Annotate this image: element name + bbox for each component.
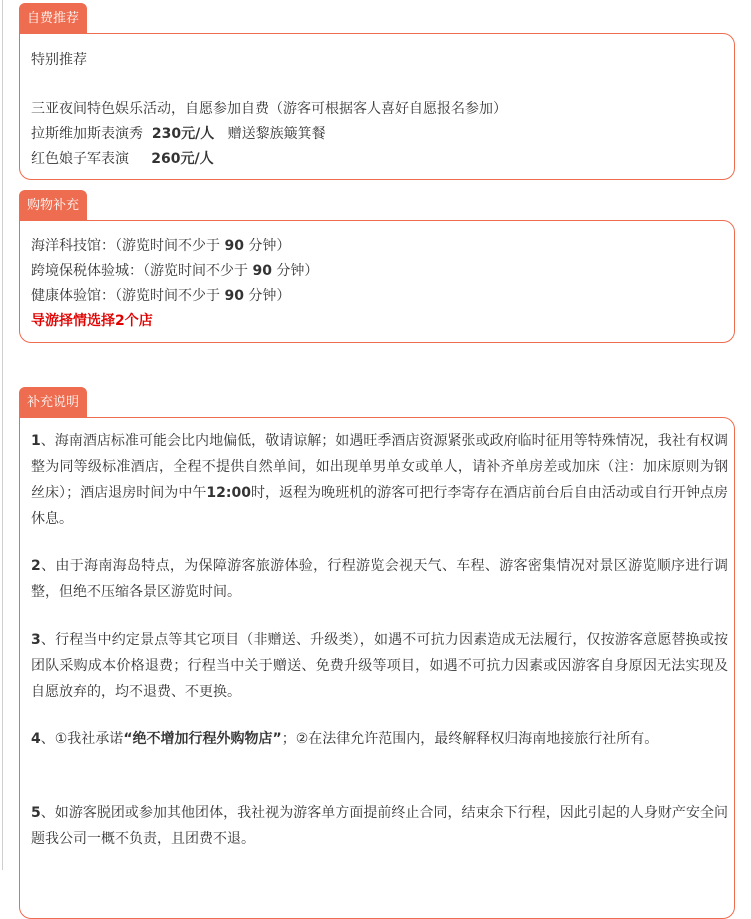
note-paragraph-4	[31, 726, 728, 752]
note-text: 、由于海南海岛特点，为保障游客旅游体验，行程游览会视天气、车程、游客密集情况对景区游览顺序进行调整，但绝不压缩各景区游览时间。	[31, 558, 728, 600]
shop-minutes: 90	[224, 238, 244, 254]
notes-tab: 补充说明	[19, 387, 87, 418]
shopping-box	[19, 220, 735, 343]
note-number: 2	[31, 558, 41, 574]
shop-duration-pre: （游览时间不少于	[115, 238, 225, 254]
shop-name: 跨境保税体验城：	[31, 263, 143, 279]
self-paid-box	[19, 33, 735, 180]
shop-duration-pre: （游览时间不少于	[115, 288, 225, 304]
show-price: 260元/人	[151, 151, 214, 167]
shop-duration-post: 分钟）	[243, 238, 291, 254]
shop-name: 健康体验馆：	[31, 288, 115, 304]
shop-duration-pre: （游览时间不少于	[143, 263, 253, 279]
note-text: 、行程当中约定景点等其它项目（非赠送、升级类），如遇不可抗力因素造成无法履行，仅按游客意愿替换或按团队采购成本价格退费；行程当中关于赠送、免费升级等项目，如遇不可抗力因素或因游客自身原因无法实现及自愿放弃的，均不退费、不更换。	[31, 632, 728, 700]
shop-minutes: 90	[252, 263, 272, 279]
show-item-las-vegas	[31, 125, 326, 143]
show-name: 拉斯维加斯表演秀	[31, 126, 143, 142]
note-paragraph-3	[31, 627, 728, 705]
note-paragraph-2	[31, 553, 728, 605]
notes-box	[19, 417, 735, 919]
note-text: 、如游客脱团或参加其他团体，我社视为游客单方面提前终止合同，结束余下行程，因此引起的人身财产安全问题我公司一概不负责，且团费不退。	[31, 805, 728, 847]
guide-note: 导游择情选择2个店	[31, 313, 153, 329]
note-number: 3	[31, 632, 41, 648]
left-border-line	[2, 0, 3, 870]
shop-item	[31, 262, 318, 280]
note-paragraph-1	[31, 428, 728, 532]
self-paid-section	[19, 3, 735, 181]
shop-minutes: 90	[224, 288, 244, 304]
self-paid-tab: 自费推荐	[19, 3, 87, 34]
note-text: 、①我社承诺	[40, 731, 124, 747]
note-text: 时，返程为晚班机的游客可把行李寄存在酒店前台后自由活动或自行开钟点房休息。	[31, 485, 729, 527]
shop-duration-post: 分钟）	[243, 288, 291, 304]
note-number: 5	[31, 805, 41, 821]
notes-section	[19, 387, 735, 870]
show-price: 230元/人	[151, 126, 215, 142]
show-note: 赠送黎族簸箕餐	[227, 126, 326, 142]
note-number: 4	[31, 731, 41, 747]
shop-name: 海洋科技馆：	[31, 238, 115, 254]
note-text: 、海南酒店标准可能会比内地偏低，敬请谅解；如遇旺季酒店资源紧张或政府临时征用等特殊情况，我社有权调整为同等级标准酒店，全程不提供自然单间，如出现单男单女或单人，请补齐单房差或加床（注：加床原则为钢丝床）；酒店退房时间为中午	[31, 433, 728, 501]
show-item-red-army	[31, 150, 214, 168]
checkout-time: 12:00	[206, 485, 251, 501]
shop-duration-post: 分钟）	[271, 263, 319, 279]
self-paid-intro: 三亚夜间特色娱乐活动，自愿参加自费（游客可根据客人喜好自愿报名参加）	[31, 101, 507, 117]
note-paragraph-5	[31, 800, 728, 852]
shopping-section	[19, 190, 735, 343]
show-name: 红色娘子军表演	[31, 151, 129, 167]
self-paid-heading: 特别推荐	[31, 52, 87, 68]
note-number: 1	[31, 433, 41, 449]
note-text: ；②在法律允许范围内，最终解释权归海南地接旅行社所有。	[281, 731, 659, 747]
no-extra-shopping-promise: “绝不增加行程外购物店”	[123, 731, 282, 747]
shopping-tab: 购物补充	[19, 190, 87, 221]
shop-item	[31, 237, 290, 255]
shop-item	[31, 287, 290, 305]
